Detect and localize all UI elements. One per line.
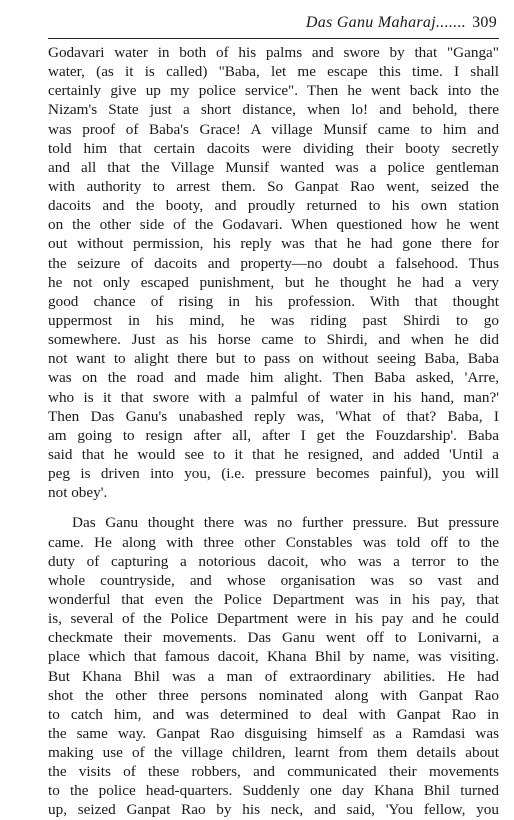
text-line: is, several of the Police Department were in his pay and he could — [48, 610, 499, 628]
text-line: am going to resign after all, after I get the Fouzdarship'. Baba — [48, 426, 499, 444]
paragraph-1 — [48, 43, 499, 502]
text-line: uppermost in his mind, he was riding past Shirdi to go — [48, 311, 499, 329]
text-line: making use of the village children, learnt from them details about — [48, 744, 499, 762]
text-line: the seizure of dacoits and property—no doubt a falsehood. Thus — [48, 254, 499, 272]
text-line: peg is driven into you, (i.e. pressure becomes painful), you will — [48, 465, 499, 483]
text-line: shot the other three persons nominated along with Ganpat Rao — [48, 686, 499, 704]
text-line: said that he would see to it that he resigned, and added 'Until a — [48, 445, 499, 463]
text-line: Then Das Ganu's unabashed reply was, 'What of that? Baba, I — [48, 407, 499, 425]
text-line: he not only escaped punishment, but he thought he had a very — [48, 273, 499, 291]
text-line: the visits of these robbers, and communicated their movements — [48, 763, 499, 781]
text-line: Godavari water in both of his palms and swore by that "Ganga" — [48, 44, 499, 61]
page-number: 309 — [472, 14, 497, 31]
running-head-text — [306, 14, 497, 32]
text-line: Nizam's State just a short distance, when lo! and behold, there — [48, 101, 499, 119]
text-line: came. He along with three other Constables was told off to the — [48, 533, 499, 551]
text-line: up, seized Ganpat Rao by his neck, and said, 'You fellow, you — [48, 801, 499, 819]
text-line: water, (as it is called) "Baba, let me escape this time. I shall — [48, 63, 499, 81]
text-line: to catch him, and was determined to deal with Ganpat Rao in — [48, 705, 499, 723]
text-line: Das Ganu thought there was no further pressure. But pressure — [72, 514, 499, 532]
text-line: duty of capturing a notorious dacoit, who was a terror to the — [48, 552, 499, 570]
text-line: to the police head-quarters. Suddenly one day Khana Bhil turned — [48, 782, 499, 800]
text-line: dacoits and the booty, and proudly returned to his own station — [48, 197, 499, 215]
text-line: wonderful that even the Police Department was in his pay, that — [48, 590, 499, 608]
text-line: told him that certain dacoits were dividing their booty secretly — [48, 139, 499, 157]
text-line: But Khana Bhil was a man of extraordinary abilities. He had — [48, 667, 499, 685]
text-line: with authority to arrest them. So Ganpat Rao went, seized the — [48, 177, 499, 195]
text-line: who is it that swore with a palmful of water in his hand, man?' — [48, 388, 499, 406]
text-line: certainly give up my police service". Then he went back into the — [48, 82, 499, 100]
text-line: the same way. Ganpat Rao disguising himself as a Ramdasi was — [48, 724, 499, 742]
text-line: not want to alight there but to pass on without seeing Baba, Baba — [48, 350, 499, 368]
text-line: on the other side of the Godavari. When questioned how he went — [48, 216, 499, 234]
text-line: checkmate their movements. Das Ganu went off to Lonivarni, a — [48, 629, 499, 647]
text-line: not obey'. — [48, 484, 108, 502]
paragraph-spacer — [48, 502, 499, 513]
text-line: was proof of Baba's Grace! A village Munsif came to him and — [48, 120, 499, 138]
text-line: out without permission, his reply was that he had gone there for — [48, 235, 499, 253]
text-line: somewhere. Just as his horse came to Shirdi, and when he did — [48, 331, 499, 349]
text-line: good chance of rising in his profession. With that thought — [48, 292, 499, 310]
text-line: was on the road and made him alight. Then Baba asked, 'Arre, — [48, 369, 499, 387]
text-line: whole countryside, and whose organisation was so vast and — [48, 571, 499, 589]
text-line: place which that famous dacoit, Khana Bhil by name, was visiting. — [48, 648, 499, 666]
body-text — [48, 43, 499, 820]
text-line: and all that the Village Munsif wanted was a police gentleman — [48, 158, 499, 176]
running-title: Das Ganu Maharaj....... — [305, 14, 467, 31]
paragraph-2 — [48, 513, 499, 819]
running-head — [48, 12, 499, 39]
